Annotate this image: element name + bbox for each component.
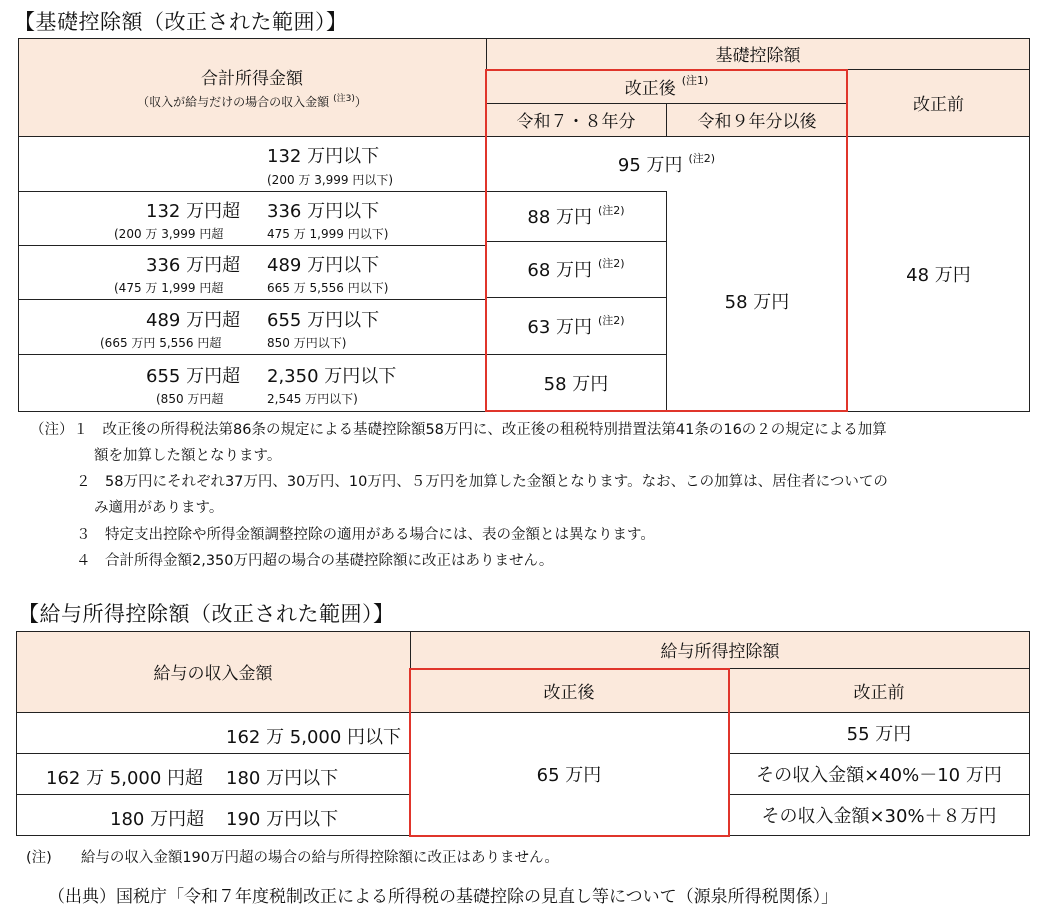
salary-range-upper: 190 万円以下 [226,809,339,830]
salary-deduction-table [16,631,1030,836]
income-range-sub-lower: (850 万円超 [156,392,224,406]
income-range-sub-upper: 2,545 万円以下) [267,392,358,406]
reiwa-9-header: 令和９年分以後 [697,112,817,132]
income-range-lower: 655 万円超 [146,366,241,387]
income-range-sub-upper: 475 万 1,999 円以下) [267,227,389,241]
source-citation: （出典）国税庁「令和７年度税制改正による所得税の基礎控除の見直し等について（源泉所得税関係）」 [48,887,839,907]
income-range-lower: 336 万円超 [146,255,241,276]
note-2-line-2: み適用があります。 [94,500,224,516]
reiwa-9-merged-value: 58 万円 [724,292,790,313]
salary-range-lower: 180 万円超 [110,809,205,830]
basic-deduction-header: 基礎控除額 [715,46,801,66]
income-range-lower: 132 万円超 [146,201,241,222]
total-income-subheader: （収入が給与だけの場合の収入金額 (注3) ） [137,93,367,109]
income-range-sub: (200 万 3,999 円以下) [267,173,394,187]
income-range-lower: 489 万円超 [146,310,241,331]
after-revision-header: 改正後 [543,682,595,703]
salary-note: (注) 給与の収入金額190万円超の場合の給与所得控除額に改正はありません。 [26,850,559,866]
note-3: ３ 特定支出控除や所得金額調整控除の適用がある場合には、表の金額とは異なります。 [76,527,655,543]
basic-deduction-value: 63 万円 (注2) [527,313,625,338]
income-range-upper: 489 万円以下 [267,255,380,276]
salary-range: 162 万 5,000 円以下 [226,727,402,748]
note-2-line-1: ２ 58万円にそれぞれ37万円、30万円、10万円、５万円を加算した金額となります。なお、この加算は、居住者についての [76,474,888,490]
salary-range-upper: 180 万円以下 [226,768,339,789]
salary-deduction-section-title: 【給与所得控除額（改正された範囲）】 [18,602,395,626]
total-income-header: 合計所得金額 [201,68,303,89]
before-revision-value: その収入金額×40%－10 万円 [756,764,1002,786]
basic-deduction-value: 58 万円 [543,373,609,395]
note-1-line-2: 額を加算した額となります。 [94,448,282,464]
income-range-sub-upper: 665 万 5,556 円以下) [267,281,389,295]
after-revision-header: 改正後 (注1) [624,74,709,99]
salary-range-lower: 162 万 5,000 円超 [46,768,204,789]
basic-deduction-value: 68 万円 (注2) [527,257,625,281]
before-revision-header: 改正前 [853,682,905,703]
basic-deduction-table [18,38,1030,412]
basic-deduction-value: 88 万円 (注2) [527,204,625,228]
before-revision-value: その収入金額×30%＋８万円 [761,805,997,827]
revision-highlight-box [485,69,848,412]
note-1-line-1: （注）１ 改正後の所得税法第86条の規定による基礎控除額58万円に、改正後の租税特別措置法第41条の16の２の規定による加算 [30,422,887,438]
revision-highlight-box [409,668,730,837]
salary-income-header: 給与の収入金額 [153,664,273,684]
income-range-upper: 336 万円以下 [267,201,380,222]
before-revision-merged-value: 48 万円 [906,264,971,286]
note-4: ４ 合計所得金額2,350万円超の場合の基礎控除額に改正はありません。 [76,553,554,569]
income-range-sub-lower: (200 万 3,999 円超 [114,227,224,241]
income-range-sub-upper: 850 万円以下) [267,336,347,350]
income-range: 132 万円以下 [267,146,380,167]
after-revision-merged-value: 65 万円 [536,764,602,786]
basic-deduction-value: 95 万円 (注2) [617,151,716,176]
income-range-upper: 2,350 万円以下 [267,366,397,387]
reiwa-7-8-header: 令和７・８年分 [516,112,636,132]
income-range-sub-lower: (665 万円 5,556 円超 [100,336,222,350]
salary-deduction-header: 給与所得控除額 [660,642,780,662]
before-revision-value: 55 万円 [846,723,912,745]
basic-deduction-section-title: 【基礎控除額（改正された範囲）】 [14,10,348,34]
income-range-upper: 655 万円以下 [267,310,380,331]
before-revision-header: 改正前 [913,95,964,115]
income-range-sub-lower: (475 万 1,999 円超 [114,281,224,295]
